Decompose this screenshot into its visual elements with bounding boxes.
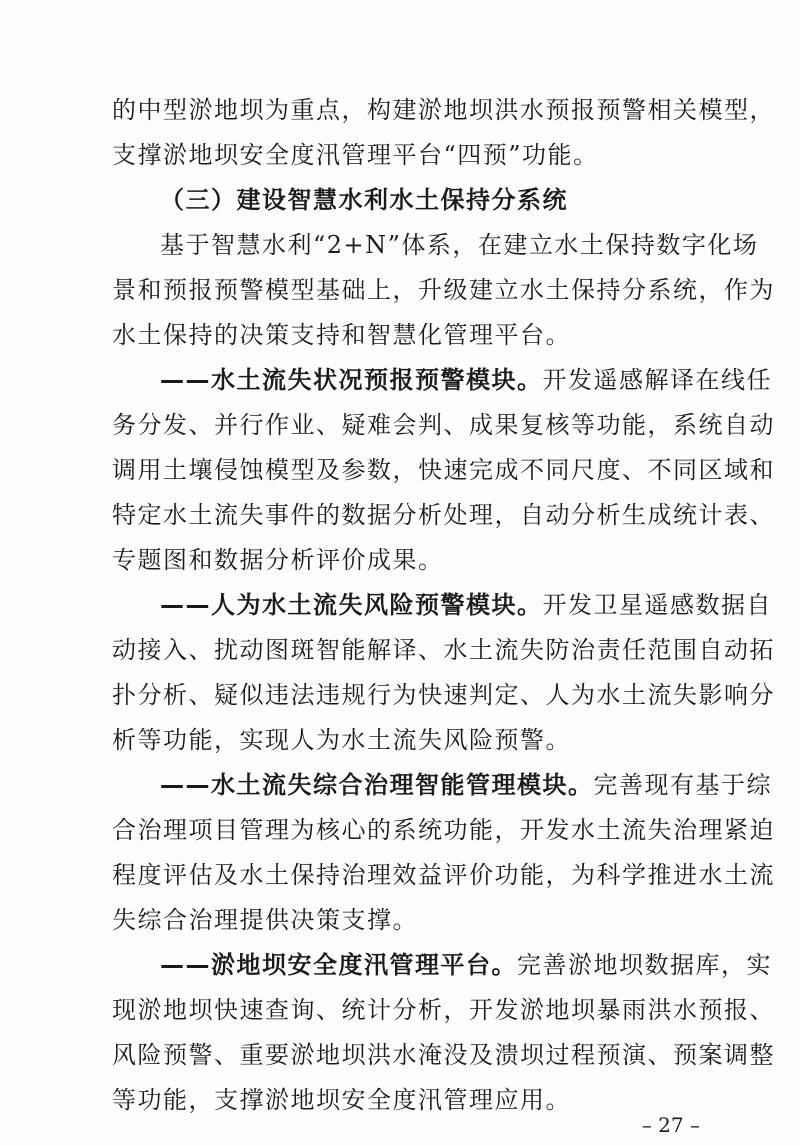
body-line: 特定水土流失事件的数据分析处理，自动分析生成统计表、 bbox=[112, 501, 775, 529]
body-line: 的中型淤地坝为重点，构建淤地坝洪水预报预警相关模型， bbox=[112, 96, 775, 124]
page-number: – 27 – bbox=[641, 1113, 700, 1137]
item-first-line bbox=[160, 768, 772, 802]
item-first-rest: 完善现有基于综 bbox=[593, 771, 772, 799]
body-line: 现淤地坝快速查询、统计分析，开发淤地坝暴雨洪水预报、 bbox=[112, 996, 775, 1024]
body-line: 景和预报预警模型基础上，升级建立水土保持分系统，作为 bbox=[112, 276, 775, 304]
body-line: 扑分析、疑似违法违规行为快速判定、人为水土流失影响分 bbox=[112, 681, 775, 709]
item-lead: ——水土流失状况预报预警模块。 bbox=[160, 366, 543, 394]
body-line: 程度评估及水土保持治理效益评价功能，为科学推进水土流 bbox=[112, 861, 775, 889]
item-first-rest: 开发遥感解译在线任 bbox=[542, 366, 772, 394]
body-line: 支撑淤地坝安全度汛管理平台“四预”功能。 bbox=[112, 141, 599, 169]
body-line: 合治理项目管理为核心的系统功能，开发水土流失治理紧迫 bbox=[112, 816, 775, 844]
item-lead: ——淤地坝安全度汛管理平台。 bbox=[160, 951, 517, 979]
section-heading: （三）建设智慧水利水土保持分系统 bbox=[160, 186, 568, 214]
item-lead: ——人为水土流失风险预警模块。 bbox=[160, 591, 543, 619]
body-line: 动接入、扰动图斑智能解译、水土流失防治责任范围自动拓 bbox=[112, 636, 775, 664]
body-line: 调用土壤侵蚀模型及参数，快速完成不同尺度、不同区域和 bbox=[112, 456, 775, 484]
item-lead: ——水土流失综合治理智能管理模块。 bbox=[160, 771, 594, 799]
item-first-rest: 开发卫星遥感数据自 bbox=[542, 591, 772, 619]
item-first-line bbox=[160, 588, 772, 622]
body-line: 水土保持的决策支持和智慧化管理平台。 bbox=[112, 321, 571, 349]
body-line: 务分发、并行作业、疑难会判、成果复核等功能，系统自动 bbox=[112, 411, 775, 439]
body-line: 专题图和数据分析评价成果。 bbox=[112, 546, 444, 574]
body-line: 等功能，支撑淤地坝安全度汛管理应用。 bbox=[112, 1086, 571, 1114]
body-line: 风险预警、重要淤地坝洪水淹没及溃坝过程预演、预案调整 bbox=[112, 1041, 775, 1069]
item-first-line bbox=[160, 948, 772, 982]
item-first-rest: 完善淤地坝数据库，实 bbox=[517, 951, 772, 979]
body-line: 基于智慧水利“2+N”体系，在建立水土保持数字化场 bbox=[160, 231, 759, 259]
item-first-line bbox=[160, 363, 772, 397]
body-line: 失综合治理提供决策支撑。 bbox=[112, 906, 418, 934]
body-line: 析等功能，实现人为水土流失风险预警。 bbox=[112, 726, 571, 754]
